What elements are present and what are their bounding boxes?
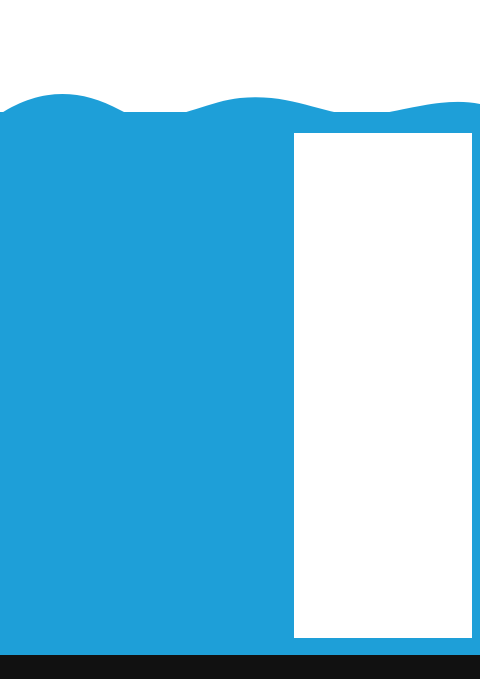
title-banner — [12, 18, 467, 74]
page-title — [12, 18, 467, 74]
items-panel — [294, 133, 472, 638]
footer-credits — [0, 655, 480, 679]
panel-raindrop-pattern — [294, 133, 472, 638]
